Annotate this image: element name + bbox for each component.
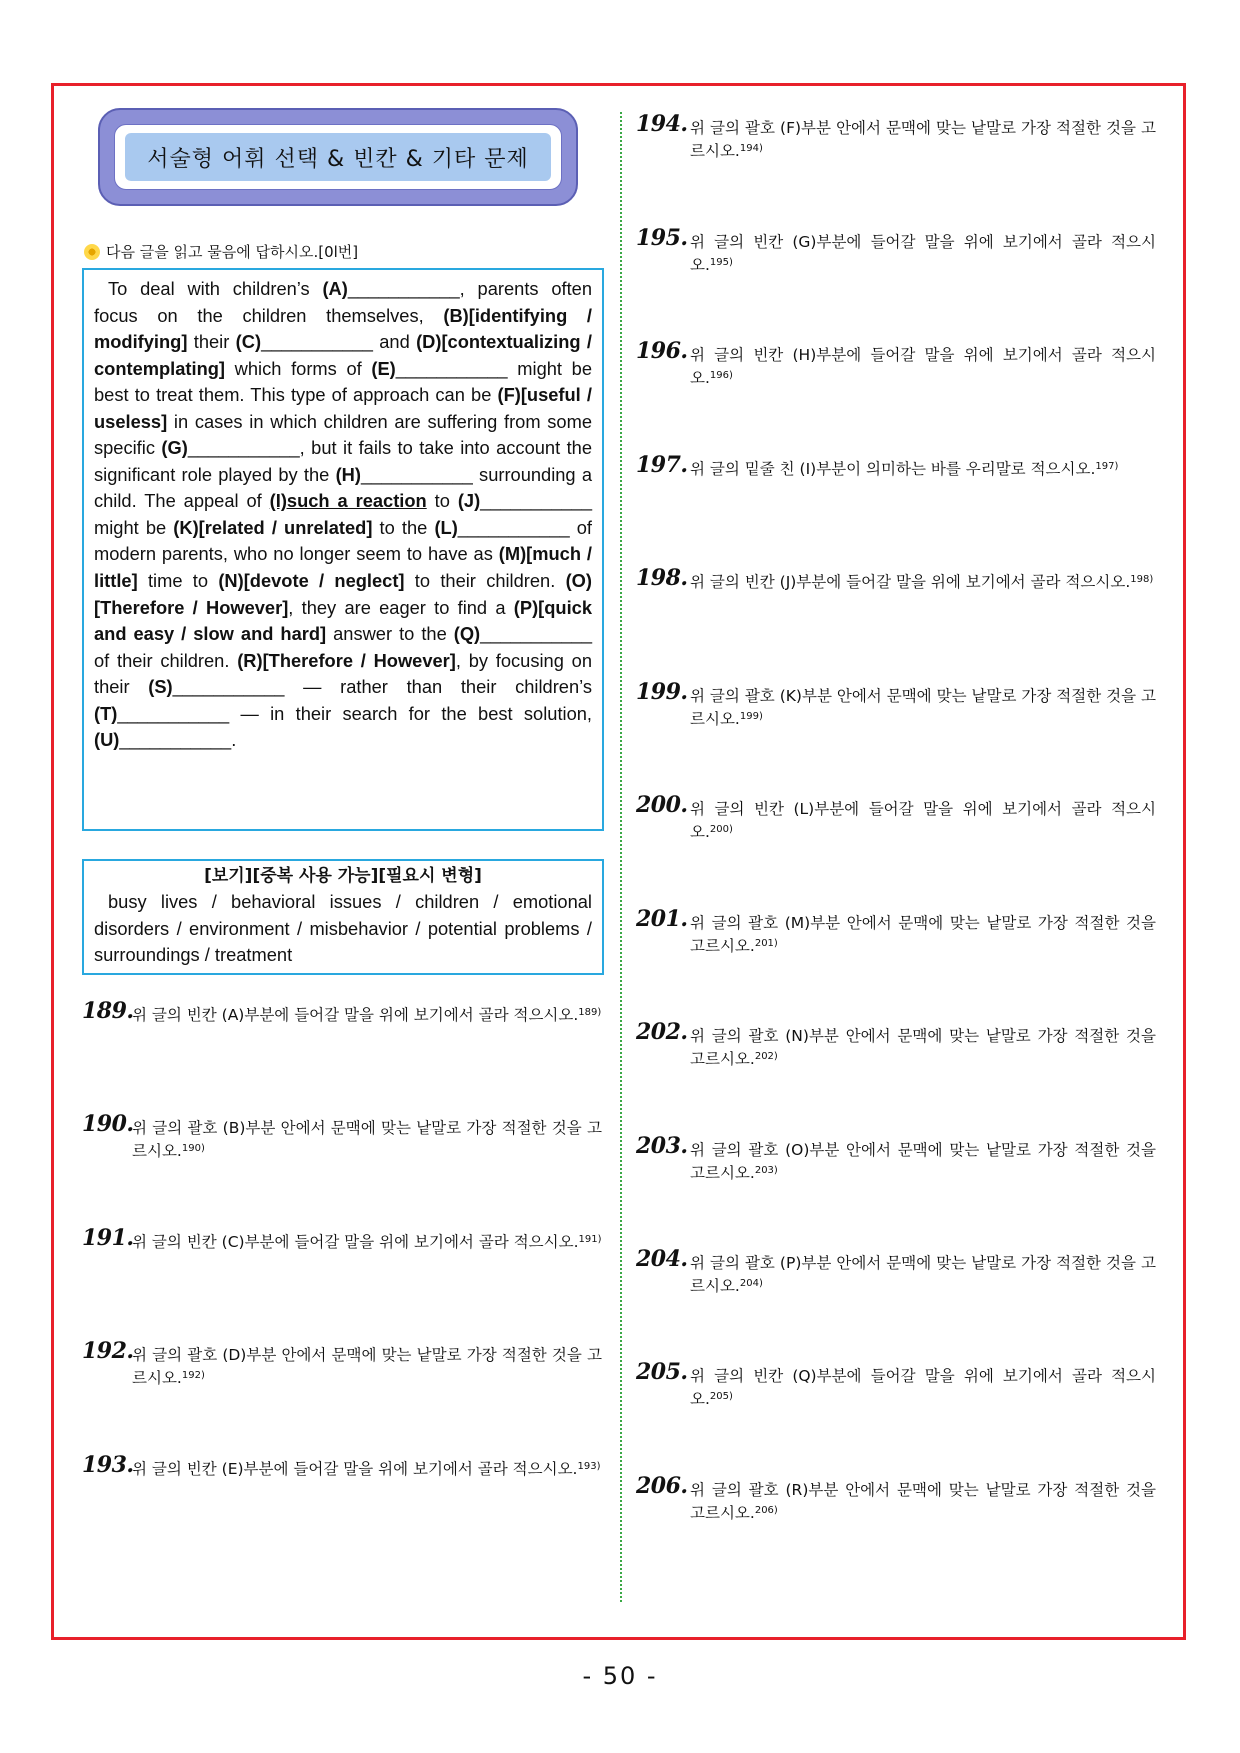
passage-segment: To deal with children’s (108, 278, 323, 299)
question-text (636, 1025, 1156, 1071)
question-prompt: 위 글의 빈칸 (E)부분에 들어갈 말을 위에 보기에서 골라 적으시오. (132, 1460, 578, 1478)
footnote-ref: 199) (739, 711, 763, 722)
passage-marker: (S) (148, 676, 173, 698)
instruction-text: 다음 글을 읽고 물음에 답하시오.[0l번] (106, 243, 359, 261)
question-text (636, 912, 1156, 958)
question-prompt: 위 글의 빈칸 (J)부분에 들어갈 말을 위에 보기에서 골라 적으시오. (690, 573, 1131, 591)
question-number: 205. (636, 1359, 688, 1385)
question-number: 192. (82, 1338, 134, 1364)
question-number: 206. (636, 1473, 688, 1499)
passage-segment: which forms of (225, 357, 372, 379)
question-prompt: 위 글의 빈칸 (C)부분에 들어갈 말을 위에 보기에서 골라 적으시오. (132, 1233, 579, 1251)
section-title: 서술형 어휘 선택 & 빈칸 & 기타 문제 (147, 146, 529, 172)
footnote-ref: 201) (754, 938, 778, 949)
passage-marker: (Q) (453, 623, 481, 645)
question-prompt: 위 글의 괄호 (M)부분 안에서 문맥에 맞는 낱말로 가장 적절한 것을 고르시오. (690, 914, 1156, 955)
section-header-badge (98, 108, 578, 206)
footnote-ref: 197) (1095, 461, 1119, 472)
question-prompt: 위 글의 빈칸 (L)부분에 들어갈 말을 위에 보기에서 골라 적으시오. (690, 800, 1156, 841)
question-206 (636, 1473, 1156, 1525)
passage-marker: (I)such a reaction (269, 490, 427, 512)
question-text (82, 1344, 602, 1390)
passage-segment: ___________ of their children. (94, 623, 592, 671)
footnote-ref: 192) (181, 1370, 205, 1381)
footnote-ref: 194) (739, 143, 763, 154)
question-prompt: 위 글의 빈칸 (H)부분에 들어갈 말을 위에 보기에서 골라 적으시오. (690, 346, 1156, 387)
question-number: 190. (82, 1111, 134, 1137)
question-192 (82, 1338, 602, 1390)
footnote-ref: 205) (709, 1391, 733, 1402)
passage-segment: to their children. (404, 570, 566, 592)
question-number: 198. (636, 565, 688, 591)
passage-marker: (G) (161, 437, 188, 459)
question-number: 191. (82, 1225, 134, 1251)
footnote-ref: 198) (1130, 574, 1154, 585)
footnote-ref: 202) (754, 1051, 778, 1062)
word-bank-box (82, 859, 604, 975)
question-prompt: 위 글의 빈칸 (G)부분에 들어갈 말을 위에 보기에서 골라 적으시오. (690, 233, 1156, 274)
question-text (636, 685, 1156, 731)
passage-segment: ___________ — rather than their children’s (172, 676, 592, 698)
question-text (636, 571, 1156, 594)
passage-marker: (T) (94, 702, 118, 724)
passage-marker: (R)[Therefore / However] (237, 649, 456, 671)
question-199 (636, 679, 1156, 731)
page-number: - 50 - (582, 1662, 658, 1690)
question-197 (636, 452, 1156, 481)
passage-segment: , they are eager to find a (288, 596, 514, 618)
question-prompt: 위 글의 괄호 (K)부분 안에서 문맥에 맞는 낱말로 가장 적절한 것을 고르시오. (690, 687, 1156, 728)
passage-box (82, 268, 604, 831)
question-number: 189. (82, 998, 134, 1024)
passage-marker: (E) (371, 357, 396, 379)
passage-segment: ___________, but it fails to take into account the significant role played by the (94, 437, 592, 485)
question-number: 195. (636, 225, 688, 251)
question-text (636, 458, 1156, 481)
question-193 (82, 1452, 602, 1481)
question-text (636, 1365, 1156, 1411)
passage-segment: answer to the (326, 623, 454, 645)
footnote-ref: 200) (709, 824, 733, 835)
question-text (636, 231, 1156, 277)
question-prompt: 위 글의 빈칸 (A)부분에 들어갈 말을 위에 보기에서 골라 적으시오. (132, 1006, 579, 1024)
passage-segment: ___________. (119, 729, 237, 751)
question-prompt: 위 글의 괄호 (R)부분 안에서 문맥에 맞는 낱말로 가장 적절한 것을 고르시오. (690, 1481, 1156, 1522)
passage-marker: (L) (434, 516, 458, 538)
question-prompt: 위 글의 밑줄 친 (I)부분이 의미하는 바를 우리말로 적으시오. (690, 460, 1096, 478)
question-text (636, 798, 1156, 844)
passage-marker: (O)[Therefore / However] (94, 570, 592, 618)
question-prompt: 위 글의 괄호 (O)부분 안에서 문맥에 맞는 낱말로 가장 적절한 것을 고르시오. (690, 1141, 1156, 1182)
question-number: 197. (636, 452, 688, 478)
passage-marker: (J) (457, 490, 481, 512)
question-number: 201. (636, 906, 688, 932)
question-number: 200. (636, 792, 688, 818)
passage-marker: (C) (235, 331, 262, 353)
passage-segment: , by focusing on their (94, 649, 592, 698)
question-196 (636, 338, 1156, 390)
footnote-ref: 191) (578, 1234, 602, 1245)
passage-marker: (P)[quick and easy / slow and hard] (94, 596, 592, 645)
footnote-ref: 203) (754, 1165, 778, 1176)
passage-marker: (B)[identifying / modifying] (94, 304, 592, 353)
question-prompt: 위 글의 빈칸 (Q)부분에 들어갈 말을 위에 보기에서 골라 적으시오. (690, 1367, 1156, 1408)
question-prompt: 위 글의 괄호 (B)부분 안에서 문맥에 맞는 낱말로 가장 적절한 것을 고르시오. (132, 1119, 602, 1160)
section-header-core (125, 133, 551, 181)
question-text (82, 1458, 602, 1481)
flower-icon (84, 244, 100, 260)
passage-segment: ___________ — in their search for the best solution, (117, 702, 592, 724)
passage-segment: to the (372, 516, 435, 538)
question-191 (82, 1225, 602, 1254)
passage-segment: to (426, 490, 458, 512)
question-number: 203. (636, 1133, 688, 1159)
question-number: 193. (82, 1452, 134, 1478)
instruction (84, 241, 358, 262)
question-number: 204. (636, 1246, 688, 1272)
question-190 (82, 1111, 602, 1163)
question-text (636, 1252, 1156, 1298)
passage-segment: ___________ might be (94, 490, 592, 538)
passage-text (94, 276, 592, 754)
passage-segment: ___________ surrounding a child. The appeal of (94, 463, 593, 512)
question-text (636, 1139, 1156, 1185)
section-header-inner (114, 124, 562, 190)
footnote-ref: 190) (181, 1143, 205, 1154)
passage-marker: (F)[useful / useless] (94, 384, 592, 432)
footnote-ref: 196) (709, 370, 733, 381)
passage-segment: time to (137, 570, 219, 592)
question-number: 202. (636, 1019, 688, 1045)
question-194 (636, 111, 1156, 163)
passage-segment: ___________ and (261, 331, 417, 353)
column-divider (620, 112, 622, 1602)
question-203 (636, 1133, 1156, 1185)
passage-marker: (H) (335, 463, 361, 485)
question-text (82, 1231, 602, 1254)
passage-segment: ___________ of modern parents, who no longer seem to have as (94, 516, 593, 565)
passage-marker: (N)[devote / neglect] (218, 570, 405, 592)
question-text (82, 1004, 602, 1027)
question-number: 196. (636, 338, 688, 364)
question-200 (636, 792, 1156, 844)
passage-segment: ___________, parents often focus on the children themselves, (94, 278, 592, 326)
question-prompt: 위 글의 괄호 (N)부분 안에서 문맥에 맞는 낱말로 가장 적절한 것을 고르시오. (690, 1027, 1156, 1068)
passage-marker: (A) (322, 278, 348, 299)
question-prompt: 위 글의 괄호 (F)부분 안에서 문맥에 맞는 낱말로 가장 적절한 것을 고르시오. (690, 119, 1156, 160)
question-201 (636, 906, 1156, 958)
question-text (636, 117, 1156, 163)
passage-marker: (D)[contextualizing / contemplating] (94, 331, 592, 379)
question-text (636, 1479, 1156, 1525)
question-text (82, 1117, 602, 1163)
question-189 (82, 998, 602, 1027)
passage-segment: their (187, 331, 236, 353)
question-prompt: 위 글의 괄호 (D)부분 안에서 문맥에 맞는 낱말로 가장 적절한 것을 고르시오. (132, 1346, 602, 1387)
question-text (636, 344, 1156, 390)
word-bank-title: [보기][중복 사용 가능][필요시 변형] (204, 866, 482, 886)
passage-marker: (K)[related / unrelated] (173, 516, 373, 538)
passage-marker: (U) (94, 729, 120, 751)
passage-segment: ___________ might be best to treat them. This type of approach can be (94, 357, 592, 406)
footnote-ref: 189) (578, 1007, 602, 1018)
question-number: 194. (636, 111, 688, 137)
footnote-ref: 204) (739, 1278, 763, 1289)
question-195 (636, 225, 1156, 277)
question-number: 199. (636, 679, 688, 705)
footnote-ref: 206) (754, 1505, 778, 1516)
question-198 (636, 565, 1156, 594)
question-prompt: 위 글의 괄호 (P)부분 안에서 문맥에 맞는 낱말로 가장 적절한 것을 고르시오. (690, 1254, 1156, 1295)
question-205 (636, 1359, 1156, 1411)
word-bank-text: busy lives / behavioral issues / children / emotional disorders / environment / misbehavior / potential problems / surroundings / treatment (94, 891, 592, 965)
passage-marker: (M)[much / little] (94, 543, 592, 592)
question-202 (636, 1019, 1156, 1071)
question-204 (636, 1246, 1156, 1298)
footnote-ref: 195) (709, 257, 733, 268)
footnote-ref: 193) (577, 1461, 601, 1472)
passage-segment: in cases in which children are suffering from some specific (94, 410, 592, 459)
